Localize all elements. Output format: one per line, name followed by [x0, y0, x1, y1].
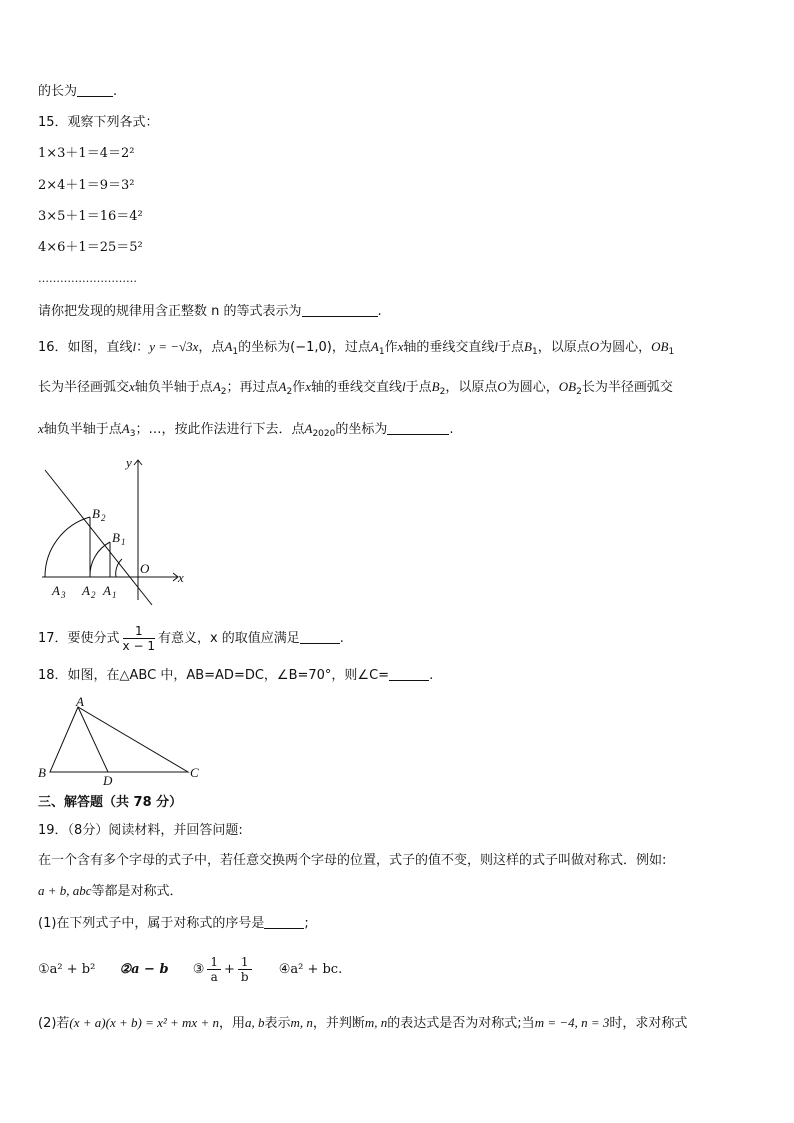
arc-b1-a2	[90, 542, 110, 577]
q19-text: ，用	[218, 1016, 245, 1031]
fraction-numerator: 1	[238, 955, 252, 970]
q16-text: 轴的垂线交直线	[403, 340, 495, 355]
q18-text: 18．如图，在△ABC 中，AB=AD=DC，∠B=70°，则∠C=	[38, 668, 390, 683]
q15-row-4: 4×6＋1＝25＝5²	[38, 240, 143, 255]
q19-text: 时，求对称式	[609, 1016, 688, 1031]
q19-text: (2)若	[38, 1016, 70, 1031]
point-a2: A	[278, 379, 287, 394]
figure-q18	[30, 695, 220, 790]
label-a1-sub: 1	[112, 590, 117, 600]
sub: 2	[220, 387, 227, 397]
q19-text: 表示	[264, 1016, 291, 1031]
var-x: x	[38, 421, 44, 436]
q15-end: .	[377, 304, 382, 319]
q16-line-2	[38, 378, 673, 401]
q18-answer-blank[interactable]	[389, 666, 429, 681]
label-b1: B	[112, 530, 120, 545]
option-2: ②a − b	[119, 962, 169, 977]
q19-p2	[38, 882, 183, 901]
fraction-numerator: 1	[207, 955, 221, 970]
q17-text: 有意义，x 的取值应满足	[157, 631, 300, 646]
q16-text: 为圆心，	[506, 380, 559, 395]
label-a2-sub: 2	[91, 590, 96, 600]
figure-q16	[30, 450, 200, 610]
q16-text: ，以原点	[537, 340, 590, 355]
segment-ob2: OB	[558, 379, 577, 394]
point-a2020: A	[304, 421, 313, 436]
sub: 2020	[312, 429, 336, 439]
line-l: l	[402, 379, 406, 394]
formula-line: y = −√3x	[149, 339, 199, 354]
label-o: O	[140, 561, 150, 576]
arc-a1	[116, 559, 122, 577]
sub: 2	[286, 387, 293, 397]
q16-text: 长为半径画弧交	[38, 380, 130, 395]
label-x: x	[178, 570, 184, 585]
q15-ask	[38, 302, 382, 321]
q16-line-3	[38, 420, 454, 443]
q19-text: ，并判断	[312, 1016, 365, 1031]
var-mn: m, n	[364, 1015, 388, 1030]
q18-end: .	[429, 668, 434, 683]
label-y: y	[126, 455, 132, 470]
fraction-1-over-b	[238, 955, 252, 984]
segment-ad	[78, 707, 108, 772]
point-a1: A	[224, 339, 233, 354]
q16-text: ；再过点	[226, 380, 279, 395]
label-a3: A	[52, 583, 60, 598]
q16-text: 轴负半轴于点	[43, 422, 122, 437]
line-l	[45, 470, 152, 605]
var-ab: a, b	[244, 1015, 265, 1030]
label-d: D	[103, 773, 113, 788]
triangle-abc	[50, 707, 188, 772]
var-x: x	[129, 379, 135, 394]
q16-text: 轴负半轴于点	[134, 380, 213, 395]
point-b1: B	[524, 339, 532, 354]
q16-text: ，点	[198, 340, 225, 355]
q16-text: 轴的垂线交直线	[311, 380, 403, 395]
q16-text: 的坐标为	[335, 422, 388, 437]
point-a2: A	[212, 379, 221, 394]
q16-text: ：	[136, 340, 150, 355]
condition: m = −4, n = 3	[534, 1015, 610, 1030]
line-l: l	[132, 339, 137, 354]
q16-text: 16．如图，直线	[38, 340, 133, 355]
sub: 1	[531, 347, 538, 357]
sub: 1	[668, 347, 675, 357]
example-expr: a + b, abc	[38, 883, 92, 898]
fraction	[123, 624, 155, 653]
q19-part1	[38, 914, 309, 933]
fraction-numerator: 1	[123, 624, 155, 639]
label-a3-sub: 3	[61, 590, 66, 600]
sub: 3	[129, 429, 136, 439]
fraction-denominator: x − 1	[122, 639, 155, 653]
point-b2: B	[431, 379, 440, 394]
equation: (x + a)(x + b) = x² + mx + n	[69, 1015, 219, 1030]
fraction-denominator: b	[240, 970, 249, 984]
option-3-label: ③	[192, 962, 205, 977]
point-o: O	[589, 339, 600, 354]
q16-end: .	[449, 422, 454, 437]
q19-part1-text: (1)在下列式子中，属于对称式的序号是	[38, 916, 265, 931]
q16-text: 于点	[405, 380, 432, 395]
coord-a1: (−1,0)	[290, 340, 332, 355]
q15-row-3: 3×5＋1＝16＝4²	[38, 209, 143, 224]
option-1: ①a² + b²	[38, 962, 96, 977]
section-heading: 三、解答题（共 78 分）	[38, 795, 183, 810]
tail-end: .	[113, 84, 118, 99]
q19-text: 的表达式是否为对称式;当	[387, 1016, 535, 1031]
sub: 2	[439, 387, 446, 397]
q15-row-1: 1×3＋1＝4＝2²	[38, 146, 135, 161]
q16-line-1	[38, 338, 674, 361]
option-4: ④a² + bc	[278, 962, 339, 977]
q15-row-2: 2×4＋1＝9＝3²	[38, 178, 135, 193]
fraction-1-over-a	[207, 955, 221, 984]
q15-answer-blank[interactable]	[302, 302, 378, 317]
q16-text: 作	[292, 380, 306, 395]
q15-dots: ………………………	[38, 272, 137, 285]
label-b: B	[38, 765, 46, 780]
label-c: C	[190, 765, 199, 780]
sub: 1	[378, 347, 385, 357]
q16-text: ，以原点	[445, 380, 498, 395]
sub: 1	[232, 347, 239, 357]
label-a: A	[76, 695, 84, 709]
q16-text: 的坐标为	[238, 340, 291, 355]
q19-part1-blank[interactable]	[264, 914, 304, 929]
options-end: .	[338, 962, 343, 977]
q17-answer-blank[interactable]	[300, 629, 340, 644]
label-b1-sub: 1	[121, 537, 126, 547]
fraction-denominator: a	[210, 970, 218, 984]
q19-part1-end: ;	[304, 916, 309, 931]
q16-text: ；…，按此作法进行下去．点	[135, 422, 305, 437]
q19-text: 等都是对称式．	[91, 884, 183, 899]
q16-answer-blank[interactable]	[387, 420, 449, 435]
label-a1: A	[103, 583, 111, 598]
point-o: O	[497, 379, 507, 394]
plus: +	[224, 962, 235, 977]
q15-title: 15．观察下列各式：	[38, 115, 159, 130]
q16-text: 长为半径画弧交	[581, 380, 673, 395]
label-b2: B	[92, 506, 100, 521]
q15-ask-text: 请你把发现的规律用含正整数 n 的等式表示为	[38, 304, 302, 319]
q19-p1: 在一个含有多个字母的式子中，若任意交换两个字母的位置，式子的值不变，则这样的式子叫做对称式．例如:	[38, 853, 667, 868]
q16-text: 为圆心，	[599, 340, 652, 355]
q19-part2	[38, 1014, 687, 1033]
q16-text: ，过点	[331, 340, 371, 355]
q19-options	[38, 953, 342, 987]
var-x: x	[397, 339, 404, 354]
tail-text: 的长为	[38, 84, 78, 99]
q16-text: 作	[384, 340, 398, 355]
var-mn: m, n	[290, 1015, 313, 1030]
label-b2-sub: 2	[101, 513, 106, 523]
prev-question-tail	[38, 82, 117, 101]
q17-end: .	[339, 631, 344, 646]
arc-b2-a3	[45, 517, 90, 577]
q19-title: 19．（8分）阅读材料，并回答问题:	[38, 823, 243, 838]
answer-blank[interactable]	[77, 82, 113, 97]
line-l: l	[494, 339, 498, 354]
point-a1: A	[370, 339, 379, 354]
q18	[38, 666, 433, 685]
q17-text: 17．要使分式	[38, 631, 120, 646]
q16-text: 于点	[498, 340, 525, 355]
point-a3: A	[121, 421, 130, 436]
segment-ob1: OB	[651, 339, 669, 354]
var-x: x	[305, 379, 311, 394]
sub: 2	[576, 387, 582, 397]
label-a2: A	[82, 583, 90, 598]
q17	[38, 622, 344, 656]
